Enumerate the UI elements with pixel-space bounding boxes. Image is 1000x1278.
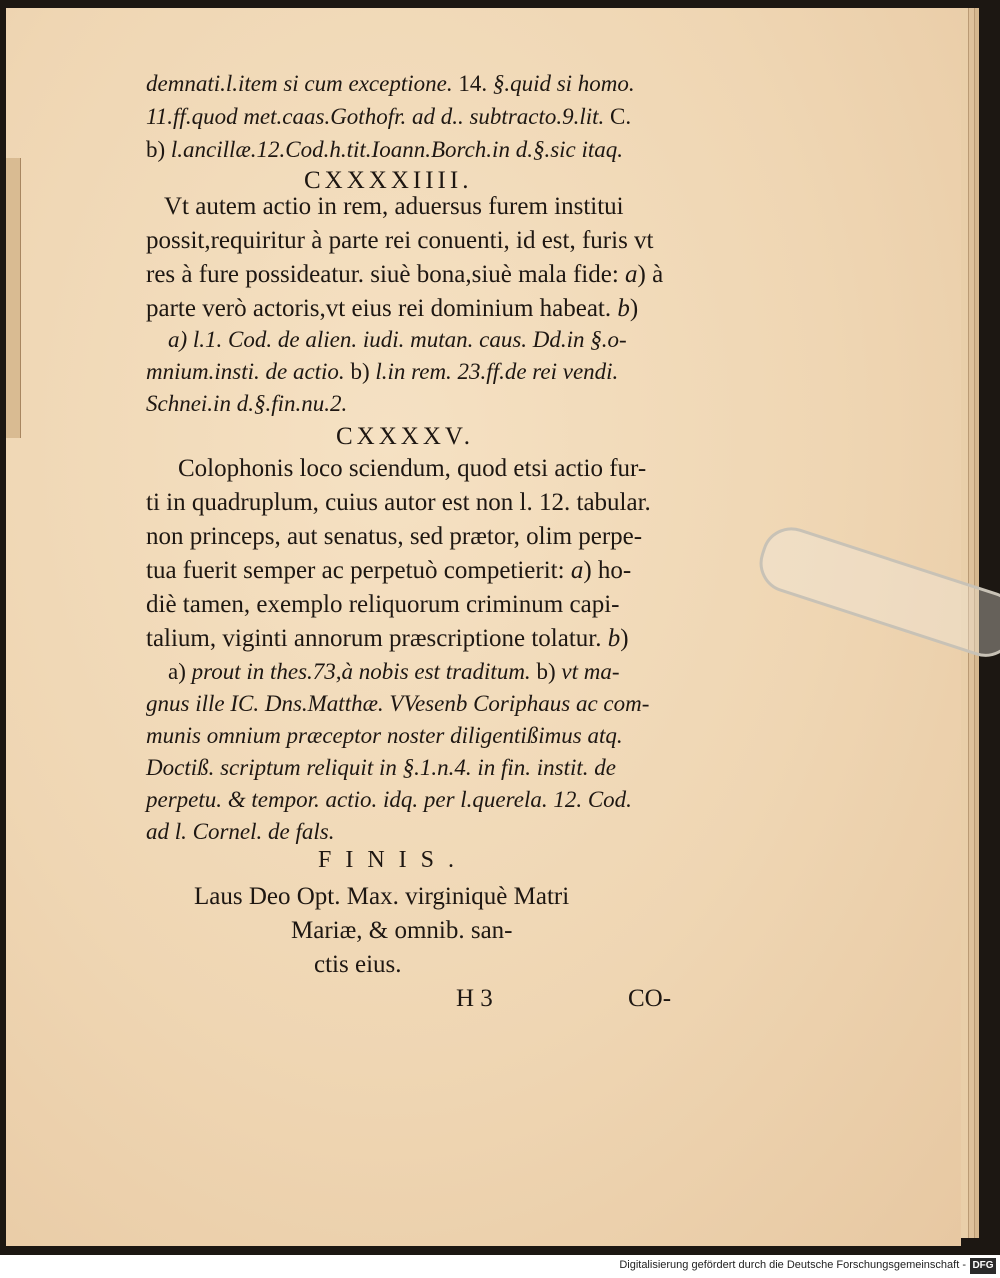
text-segment: l.ancillæ.12.Cod.h.tit.Ioann.Borch.in d.§.sic itaq. [170,137,624,162]
text-segment: CO- [628,985,672,1012]
dfg-logo: DFG [970,1258,996,1274]
text-segment: a) l.1. Cod. de alien. iudi. mutan. caus. Dd.in §.o- [168,327,627,352]
text-line [314,952,402,977]
text-line [318,848,468,872]
text-segment: 11.ff.quod met.caas.Gothofr. ad d.. subtracto.9.lit. [146,104,605,129]
text-line [146,105,631,128]
text-line [146,392,347,415]
text-segment: 14. [452,71,493,96]
text-line [291,918,513,943]
text-segment: ) [629,295,639,322]
text-line [336,424,474,449]
text-segment: b) [344,359,376,384]
text-segment: Doctiß. scriptum reliquit in §.1.n.4. in fin. instit. de [146,755,616,780]
text-segment: possit,requiritur à parte rei conuenti, id est, furis vt [146,227,654,254]
text-segment: talium, viginti annorum præscriptione tolatur. [146,625,608,652]
text-line [146,138,623,161]
text-line [146,592,619,617]
text-segment: Mariæ, & omnib. san- [291,917,513,944]
text-line [168,328,627,351]
text-segment: Colophonis loco sciendum, quod etsi actio fur- [178,455,647,482]
text-segment: a [570,557,584,584]
book-page [6,8,961,1246]
text-segment: b) [530,659,562,684]
text-segment: perpetu. & tempor. actio. idq. per l.querela. 12. Cod. [146,787,632,812]
text-segment: §.quid si homo. [492,71,635,96]
text-segment: prout in thes.73,à nobis est traditum. [191,659,531,684]
text-line [146,296,638,321]
text-segment: CXXXXV. [336,423,474,450]
text-segment: tua fuerit semper ac perpetuò competierit: [146,557,571,584]
text-segment: l.in rem. 23.ff.de rei vendi. [375,359,619,384]
text-segment: ) ho- [583,557,632,584]
text-segment: b) [146,137,171,162]
text-line [146,626,629,651]
text-line [146,524,642,549]
text-line [628,986,671,1011]
text-line [146,724,623,747]
text-line [168,660,619,683]
footer-strip [0,1255,1000,1278]
text-line [146,820,334,843]
text-segment: FINIS. [318,847,469,873]
text-line [178,456,646,481]
text-segment: ) à [637,261,664,288]
text-line [164,194,624,219]
text-segment: res à fure possideatur. siuè bona,siuè mala fide: [146,261,626,288]
text-segment: Schnei.in d.§.fin.nu.2. [146,391,348,416]
text-segment: parte verò actoris,vt eius rei dominium habeat. [146,295,618,322]
text-segment: Vt autem actio in rem, aduersus furem institui [164,193,624,220]
text-line [146,490,651,515]
text-segment: demnati.l.item si cum exceptione. [146,71,453,96]
text-line [304,168,472,193]
text-segment: b [617,295,630,322]
text-segment: diè tamen, exemplo reliquorum criminum capi- [146,591,620,618]
text-line [146,558,631,583]
text-line [194,884,569,909]
text-segment: vt ma- [561,659,620,684]
text-segment: C. [604,104,632,129]
text-segment: H 3 [456,985,493,1012]
text-segment: gnus ille IC. Dns.Matthæ. VVesenb Coriphaus ac com- [146,691,650,716]
text-segment: b [607,625,621,652]
text-line [146,788,632,811]
text-segment: a) [168,659,192,684]
text-line [146,360,618,383]
text-line [146,692,649,715]
text-segment: ti in quadruplum, cuius autor est non l. 12. tabular. [146,489,651,516]
text-line [146,72,635,95]
funding-credit: Digitalisierung gefördert durch die Deutsche Forschungsgemeinschaft - [619,1259,966,1271]
text-segment: ) [620,625,629,652]
text-segment: mnium.insti. de actio. [146,359,345,384]
text-line [146,756,616,779]
text-line [456,986,493,1011]
text-segment: non princeps, aut senatus, sed prætor, olim perpe- [146,523,643,550]
text-segment: ad l. Cornel. de fals. [146,819,335,844]
text-line [146,262,663,287]
text-line [146,228,654,253]
text-segment: a [625,261,638,288]
binding-strip [6,158,21,438]
text-segment: munis omnium præceptor noster diligentißimus atq. [146,723,623,748]
text-segment: ctis eius. [314,951,402,978]
text-segment: Laus Deo Opt. Max. virginiquè Matri [194,883,570,910]
text-segment: CXXXXIIII. [304,167,473,194]
